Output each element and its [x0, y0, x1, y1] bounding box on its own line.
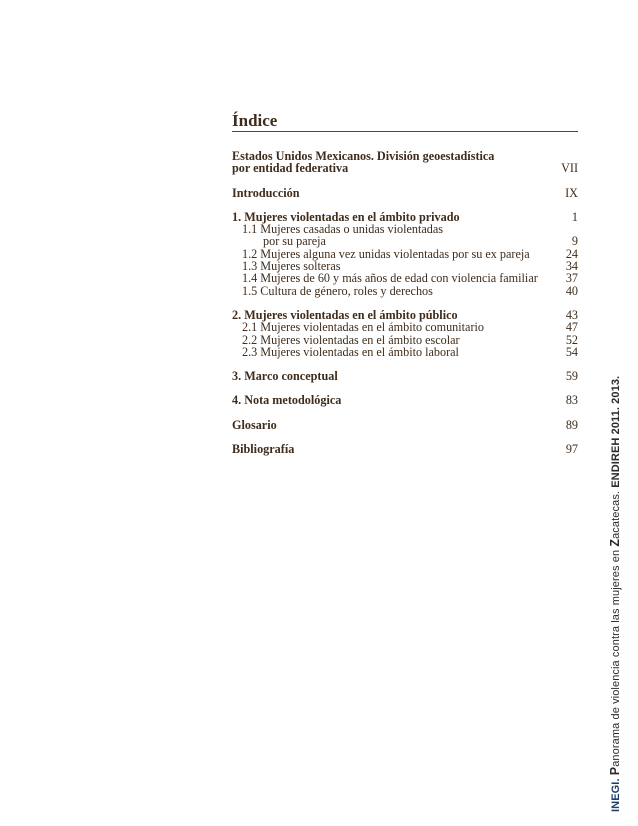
toc-entry-2-2[interactable]	[232, 334, 578, 346]
toc-entry-label: Bibliografía	[232, 442, 295, 457]
toc-entry-label: 1.4 Mujeres de 60 y más años de edad con violencia familiar	[242, 271, 538, 286]
toc-entry-2-3[interactable]	[232, 346, 578, 358]
toc-row	[232, 394, 578, 406]
toc-entry-bibliografia[interactable]	[232, 443, 578, 455]
toc-entry-page: 97	[565, 442, 578, 457]
toc-entry-page: 9	[571, 234, 578, 249]
toc-entry-page: 52	[565, 332, 578, 347]
toc-entry-page: 83	[565, 393, 578, 408]
toc-entry-page: 40	[565, 283, 578, 298]
toc-entry-page: 24	[565, 246, 578, 261]
toc-row	[232, 370, 578, 382]
toc-entry-2-1[interactable]	[232, 321, 578, 333]
toc-entry-page: 47	[565, 320, 578, 335]
toc-entry-label: 2. Mujeres violentadas en el ámbito público	[232, 307, 458, 322]
toc-row	[232, 187, 578, 199]
toc-entry-label: 1.1 Mujeres casadas o unidas violentadas	[242, 222, 444, 237]
toc-entry-page: 37	[565, 271, 578, 286]
sidebar-text: anorama de violencia contra las mujeres en	[610, 546, 622, 767]
sidebar-survey: ENDIREH	[610, 437, 622, 488]
toc-entry-page: 89	[565, 417, 578, 432]
toc-entry-glosario[interactable]	[232, 419, 578, 431]
toc-row	[232, 162, 578, 174]
toc-entry-nota-metodologica[interactable]	[232, 394, 578, 406]
toc-entry-label: 1.2 Mujeres alguna vez unidas violentadas por su ex pareja	[242, 246, 530, 261]
toc-entry-label: por entidad federativa	[232, 161, 349, 176]
toc-entry-label: Glosario	[232, 417, 277, 432]
toc-entry-label: 2.3 Mujeres violentadas en el ámbito laboral	[242, 344, 459, 359]
title-rule	[232, 131, 578, 132]
toc-entry-page: 43	[565, 307, 578, 322]
toc-entry-page: 1	[571, 209, 578, 224]
index-title: Índice	[232, 111, 278, 130]
toc-entry-page: VII	[561, 161, 578, 176]
toc-entry-1-5[interactable]	[232, 285, 578, 297]
toc-entry-label: 1.5 Cultura de género, roles y derechos	[242, 283, 433, 298]
table-of-contents	[232, 150, 578, 467]
toc-entry-page: IX	[565, 185, 578, 200]
sidebar-year: 2011. 2013.	[610, 375, 622, 438]
toc-entry-label: Introducción	[232, 185, 300, 200]
sidebar-text-2: acatecas.	[610, 487, 622, 539]
toc-entry-1-1[interactable]	[232, 223, 578, 248]
toc-entry-page: 34	[565, 259, 578, 274]
vertical-publication-caption	[608, 376, 622, 812]
toc-entry-label: 2.1 Mujeres violentadas en el ámbito comunitario	[242, 320, 484, 335]
toc-entry-label: 4. Nota metodológica	[232, 393, 342, 408]
toc-entry-page: 59	[565, 369, 578, 384]
toc-chapter-1	[232, 211, 578, 297]
toc-entry-label: 1. Mujeres violentadas en el ámbito privado	[232, 209, 460, 224]
toc-entry-label: Estados Unidos Mexicanos. División geoestadística	[232, 149, 495, 163]
toc-entry-label: por su pareja	[263, 234, 326, 249]
toc-row	[232, 419, 578, 431]
toc-chapter-2	[232, 309, 578, 358]
toc-entry-label: 1.3 Mujeres solteras	[242, 259, 341, 274]
toc-entry-division[interactable]	[232, 150, 578, 175]
toc-entry-page: 54	[565, 344, 578, 359]
toc-row	[232, 235, 578, 247]
toc-row	[232, 443, 578, 455]
toc-entry-1-4[interactable]	[232, 272, 578, 284]
sidebar-z-cap: Z	[608, 538, 622, 547]
sidebar-org: INEGI.	[610, 778, 622, 812]
toc-entry-label: 3. Marco conceptual	[232, 369, 338, 384]
sidebar-p-cap: P	[608, 766, 622, 776]
toc-entry-label: 2.2 Mujeres violentadas en el ámbito escolar	[242, 332, 460, 347]
toc-entry-introduccion[interactable]	[232, 187, 578, 199]
toc-entry-marco-conceptual[interactable]	[232, 370, 578, 382]
